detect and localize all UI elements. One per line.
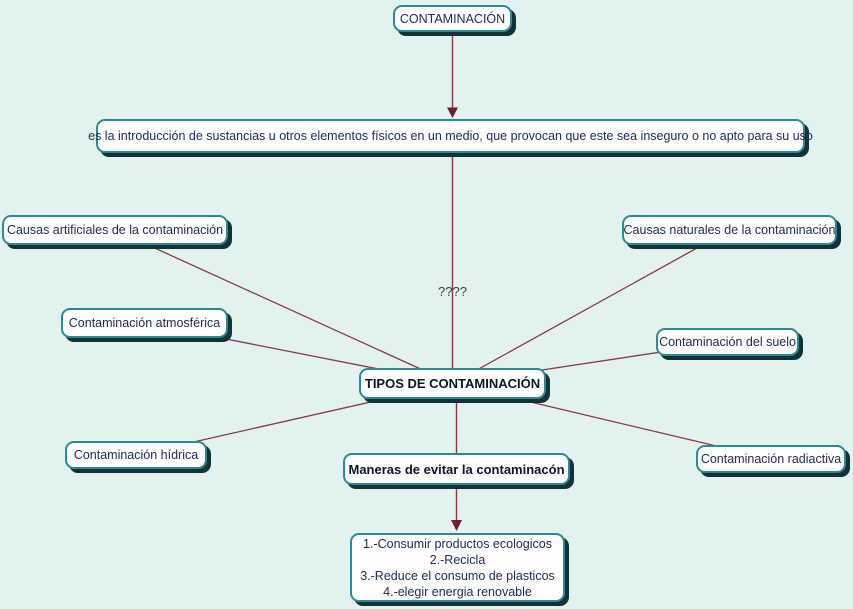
node-consejos-lista[interactable] xyxy=(350,533,565,602)
node-contaminacion-atmosferica[interactable]: Contaminación atmosférica xyxy=(61,308,228,338)
node-causas-artificiales[interactable]: Causas artificiales de la contaminación xyxy=(2,215,228,245)
consejo-item-4: 4.-elegir energia renovable xyxy=(383,584,532,599)
node-contaminacion-radiactiva[interactable]: Contaminación radiactiva xyxy=(696,445,846,473)
node-contaminacion[interactable]: CONTAMINACIÓN xyxy=(393,5,512,32)
arrowhead-into-consejos xyxy=(451,520,462,531)
connector-causas-naturales-tipos xyxy=(453,230,730,384)
consejo-item-2: 2.-Recicla xyxy=(429,552,486,567)
connector-causas-artificiales-tipos xyxy=(115,230,453,384)
arrowhead-into-definition xyxy=(447,108,458,119)
consejo-item-3: 3.-Reduce el consumo de plasticos xyxy=(360,568,555,583)
linking-phrase-question-marks[interactable]: ???? xyxy=(438,284,467,299)
node-maneras-de-evitar[interactable]: Maneras de evitar la contaminacón xyxy=(343,453,570,485)
node-contaminacion-del-suelo[interactable]: Contaminación del suelo xyxy=(656,328,799,356)
consejo-item-1: 1.-Consumir productos ecologicos xyxy=(363,536,552,551)
node-tipos-de-contaminacion[interactable]: TIPOS DE CONTAMINACIÓN xyxy=(359,368,546,399)
node-causas-naturales[interactable]: Causas naturales de la contaminación xyxy=(622,215,837,245)
node-definition[interactable]: es la introducción de sustancias u otros elementos físicos en un medio, que provocan que este sea inseguro o no apto para su uso xyxy=(96,119,805,153)
node-contaminacion-hidrica[interactable]: Contaminación hídrica xyxy=(65,441,207,469)
